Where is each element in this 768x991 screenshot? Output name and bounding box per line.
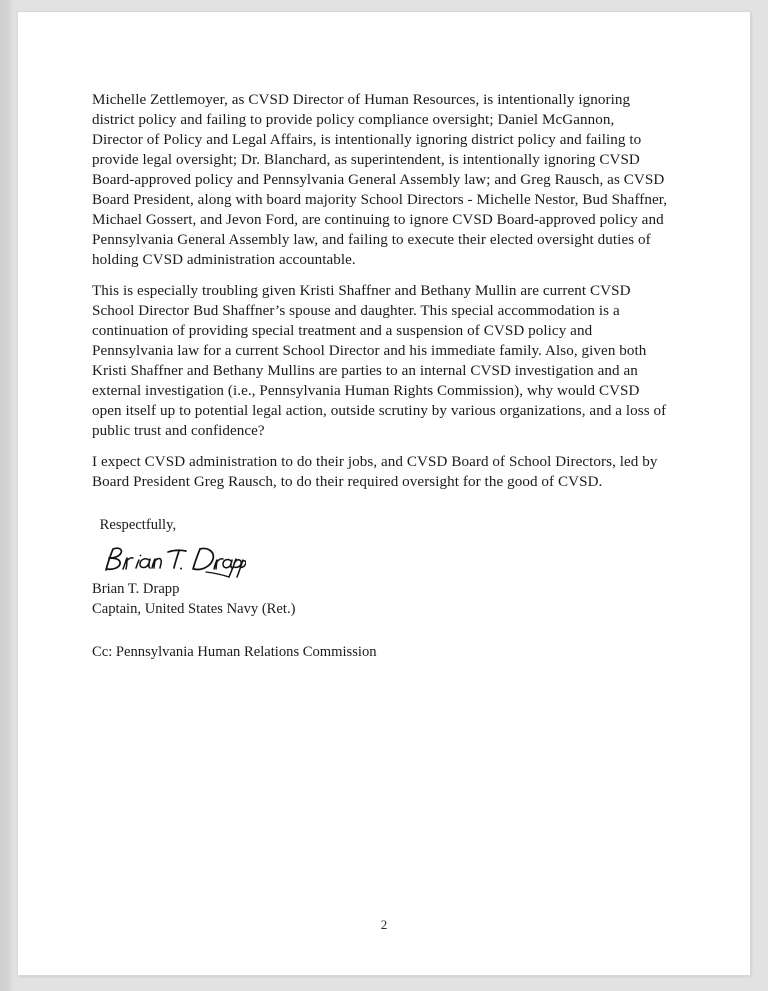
body-paragraph-2: This is especially troubling given Kristi Shaffner and Bethany Mullin are current CVSD School Director Bud Shaffner’s spouse and daughter. This special accommodation is a continuation of providing special treatment and a suspension of CVSD policy and Pennsylvania law for a current School Director and his immediate family. Also, given both Kristi Shaffner and Bethany Mullins are parties to an internal CVSD investigation and an external investigation (i.e., Pennsylvania Human Rights Commission), why would CVSD open itself up to potential legal action, outside scrutiny by various organizations, and a loss of public trust and confidence? [92, 283, 667, 439]
signer-title: Captain, United States Navy (Ret.) [92, 600, 296, 617]
closing-salutation: Respectfully, [96, 517, 177, 533]
body-paragraph-3: I expect CVSD administration to do their jobs, and CVSD Board of School Directors, led by Board President Greg Rausch, to do their required oversight for the good of CVSD. [92, 454, 658, 490]
page-number: 2 [380, 917, 388, 932]
cc-line: Cc: Pennsylvania Human Relations Commission [92, 644, 377, 661]
page-body-text [92, 90, 668, 492]
signer-name: Brian T. Drapp [92, 581, 180, 597]
body-paragraph-1: Michelle Zettlemoyer, as CVSD Director of Human Resources, is intentionally ignoring district policy and failing to provide policy compliance oversight; Daniel McGannon, Director of Policy and Legal Affairs, is intentionally ignoring district policy and failing to provide legal oversight; Dr. Blanchard, as superintendent, is intentionally ignoring CVSD Board-approved policy and Pennsylvania General Assembly law; and Greg Rausch, as CVSD Board President, along with board majority School Directors - Michelle Nestor, Bud Shaffner, Michael Gossert, and Jevon Ford, are continuing to ignore CVSD Board-approved policy and Pennsylvania General Assembly law, and failing to execute their elected oversight duties of holding CVSD administration accountable. [92, 92, 668, 268]
document-page [18, 12, 750, 975]
signature-block [92, 516, 668, 662]
handwritten-signature-icon [94, 544, 668, 578]
